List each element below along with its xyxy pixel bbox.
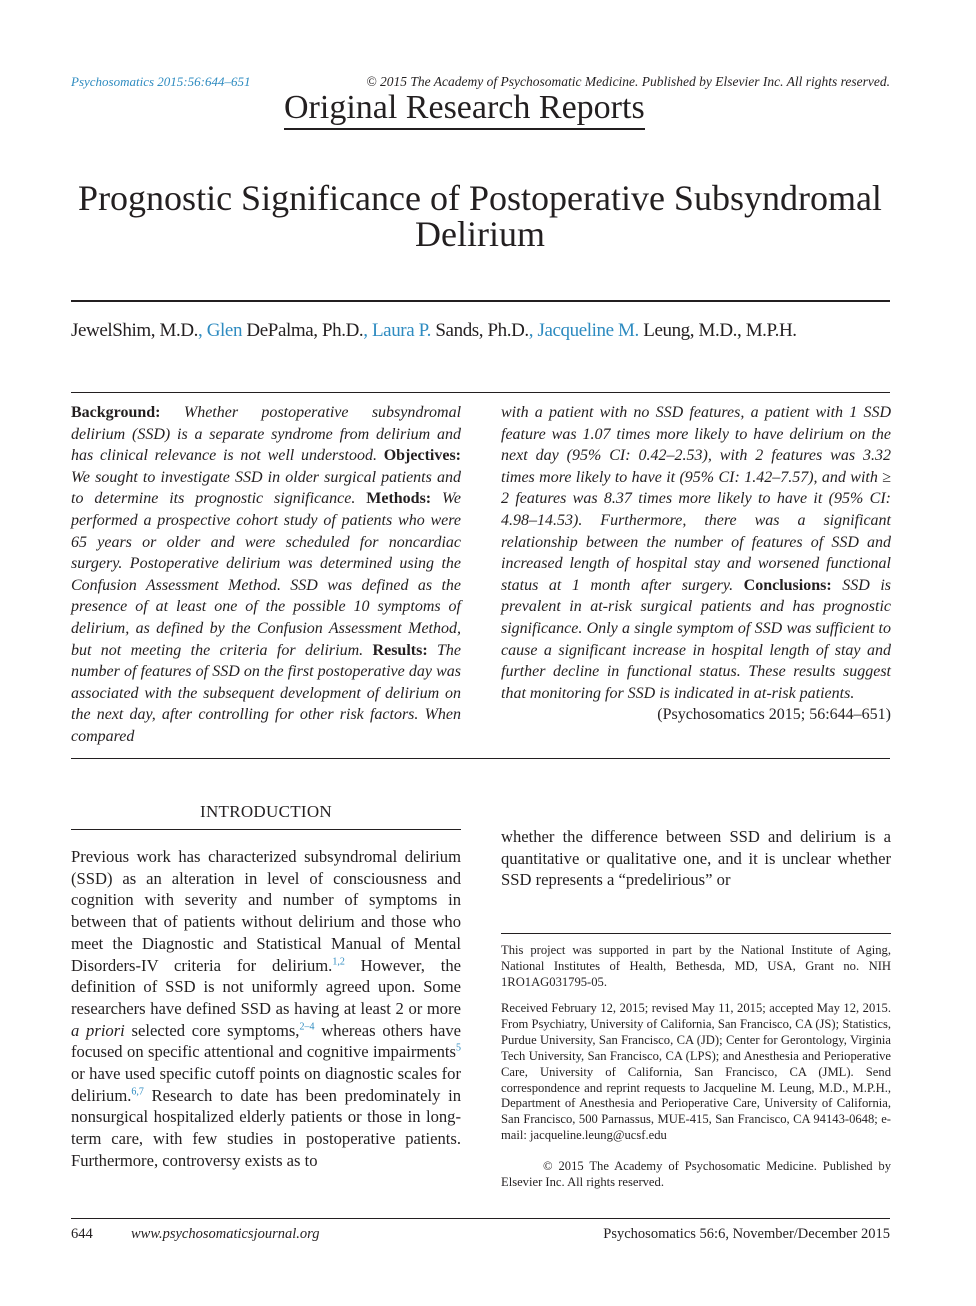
journal-website-link[interactable]: www.psychosomaticsjournal.org — [131, 1226, 320, 1242]
intro-heading-rule — [71, 829, 461, 830]
footnote-rule — [501, 933, 891, 934]
reference-link[interactable]: 2–4 — [299, 1021, 315, 1033]
author-name[interactable]: Laura P. Sands, Ph.D. — [371, 320, 529, 341]
conclusions-text: SSD is prevalent in at-risk surgical patients and has prognostic significance. Only a single symptom of SSD was sufficient to cause a significant increase in hospital length of stay and further decline in functional status. These results suggest that monitoring for SSD is indicated in at-risk patients. — [501, 576, 891, 702]
introduction-paragraph-continued: whether the difference between SSD and delirium is a quantitative or qualitative one, and it is unclear whether SSD represents a “predelirious” or — [501, 827, 891, 890]
footnote-copyright: © 2015 The Academy of Psychosomatic Medicine. Published by Elsevier Inc. All rights reserved. — [501, 1159, 891, 1189]
article-title: Prognostic Significance of Postoperative Subsyndromal Delirium — [78, 178, 882, 254]
background-text: Whether postoperative subsyndromal delirium (SSD) is a separate syndrome from delirium and has clinical relevance is not well understood. — [71, 404, 462, 465]
background-label: Background: — [71, 404, 161, 421]
funding-note: This project was supported in part by the National Institute of Aging, National Institutes of Health, Bethesda, MD, USA, Grant no. NIH 1RO1AG031795-05. — [501, 943, 891, 989]
methods-label: Methods: — [366, 490, 432, 508]
reference-link[interactable]: 1,2 — [332, 955, 345, 967]
title-divider — [71, 300, 890, 302]
page-number: 644 — [71, 1226, 93, 1242]
abstract-right-column — [501, 402, 891, 726]
abstract-bottom-divider — [71, 758, 890, 759]
section-title: Original Research Reports — [284, 88, 645, 130]
methods-text: We performed a prospective cohort study of patients who were 65 years or older and were scheduled for noncardiac surgery. Postoperative delirium was determined using the Confusion Assessment Method. SSD was defined as the presence of at least one of the possible 10 symptoms of delirium, as defined by the Confusion Assessment Method, but not meeting the criteria for delirium. — [71, 490, 461, 659]
objectives-label: Objectives: — [383, 447, 462, 465]
objectives-text: We sought to investigate SSD in older surgical patients and to determine its prognostic significance. — [71, 468, 461, 508]
author-list: JewelShim, M.D., Glen DePalma, Ph.D., Laura P. Sands, Ph.D., Jacqueline M. Leung, M.D., M.P.H. — [71, 320, 797, 341]
author-name[interactable]: Glen DePalma, Ph.D. — [206, 320, 364, 341]
reference-link[interactable]: 6,7 — [131, 1086, 144, 1098]
author-name[interactable]: Jacqueline M. Leung, M.D., M.P.H. — [537, 320, 797, 341]
results-label: Results: — [372, 641, 428, 659]
results-text-part2: with a patient with no SSD features, a patient with 1 SSD feature was 1.07 times more likely to have delirium on the next day (95% CI: 0.42–2.53), with 2 features was 3.32 times more likely to have it (95% CI: 1.42–7.57), and with ≥ 2 features was 8.37 times more likely to have it (95% CI: 4.98–14.53). Furthermore, there was a significant relationship between the number of features of SSD and increased length of hospital stay and worsened functional status at 1 month after surgery. — [501, 404, 891, 594]
reference-link[interactable]: 5 — [456, 1042, 461, 1054]
issue-info: Psychosomatics 56:6, November/December 2015 — [603, 1226, 890, 1242]
journal-reference[interactable]: Psychosomatics 2015:56:644–651 — [71, 74, 251, 89]
received-note: Received February 12, 2015; revised May 11, 2015; accepted May 12, 2015. From Psychiatry, University of California, San Francisco, CA (JS); Statistics, Purdue University, San Francisco, CA (JD); Center for Gerontology, Virginia Tech University, San Francisco, CA (LPS); and Anesthesia and Perioperative Care, University of California, San Francisco, CA (JML). Send correspondence and reprint requests to Jacqueline M. Leung, M.D., M.P.H., Department of Anesthesia and Perioperative Care, University of California, San Francisco, 500 Parnassus, MUE-415, San Francisco, CA 94143-0648; e-mail: jacqueline.leung@ucsf.edu — [501, 1001, 891, 1143]
results-text-part1: The number of features of SSD on the first postoperative day was associated with the subsequent development of delirium on the next day, after controlling for other risk factors. When compared — [71, 641, 462, 745]
abstract-citation: (Psychosomatics 2015; 56:644–651) — [657, 706, 891, 724]
introduction-paragraph: Previous work has characterized subsyndromal delirium (SSD) as an alteration in level of consciousness and cognition with severity and number of symptoms in between that of patients without delirium and those who meet the Diagnostic and Statistical Manual of Mental Disorders-IV criteria for delirium.$^{1,2}$ However, the definition of SSD is not uniformly agreed upon. Some researchers have defined SSD as having at least 2 or more a priori selected core symptoms,$^{2-4}$ whereas others have focused on specific attentional and cognitive impairments$^5$ or have used specific cutoff points on diagnostic scales for delirium.$^{6,7}$ Research to date has been predominately in nonsurgical hospitalized elderly patients or those in long-term care, with few studies in postoperative patients. Furthermore, controversy exists as to — [71, 847, 462, 1170]
header-copyright: © 2015 The Academy of Psychosomatic Medicine. Published by Elsevier Inc. All rights reserved. — [366, 74, 890, 89]
introduction-heading: INTRODUCTION — [199, 802, 333, 821]
conclusions-label: Conclusions: — [743, 576, 832, 594]
abstract-top-divider — [71, 392, 890, 393]
author-name: JewelShim, M.D. — [71, 320, 199, 341]
abstract-left-column — [71, 402, 461, 748]
footer-rule — [71, 1218, 890, 1219]
